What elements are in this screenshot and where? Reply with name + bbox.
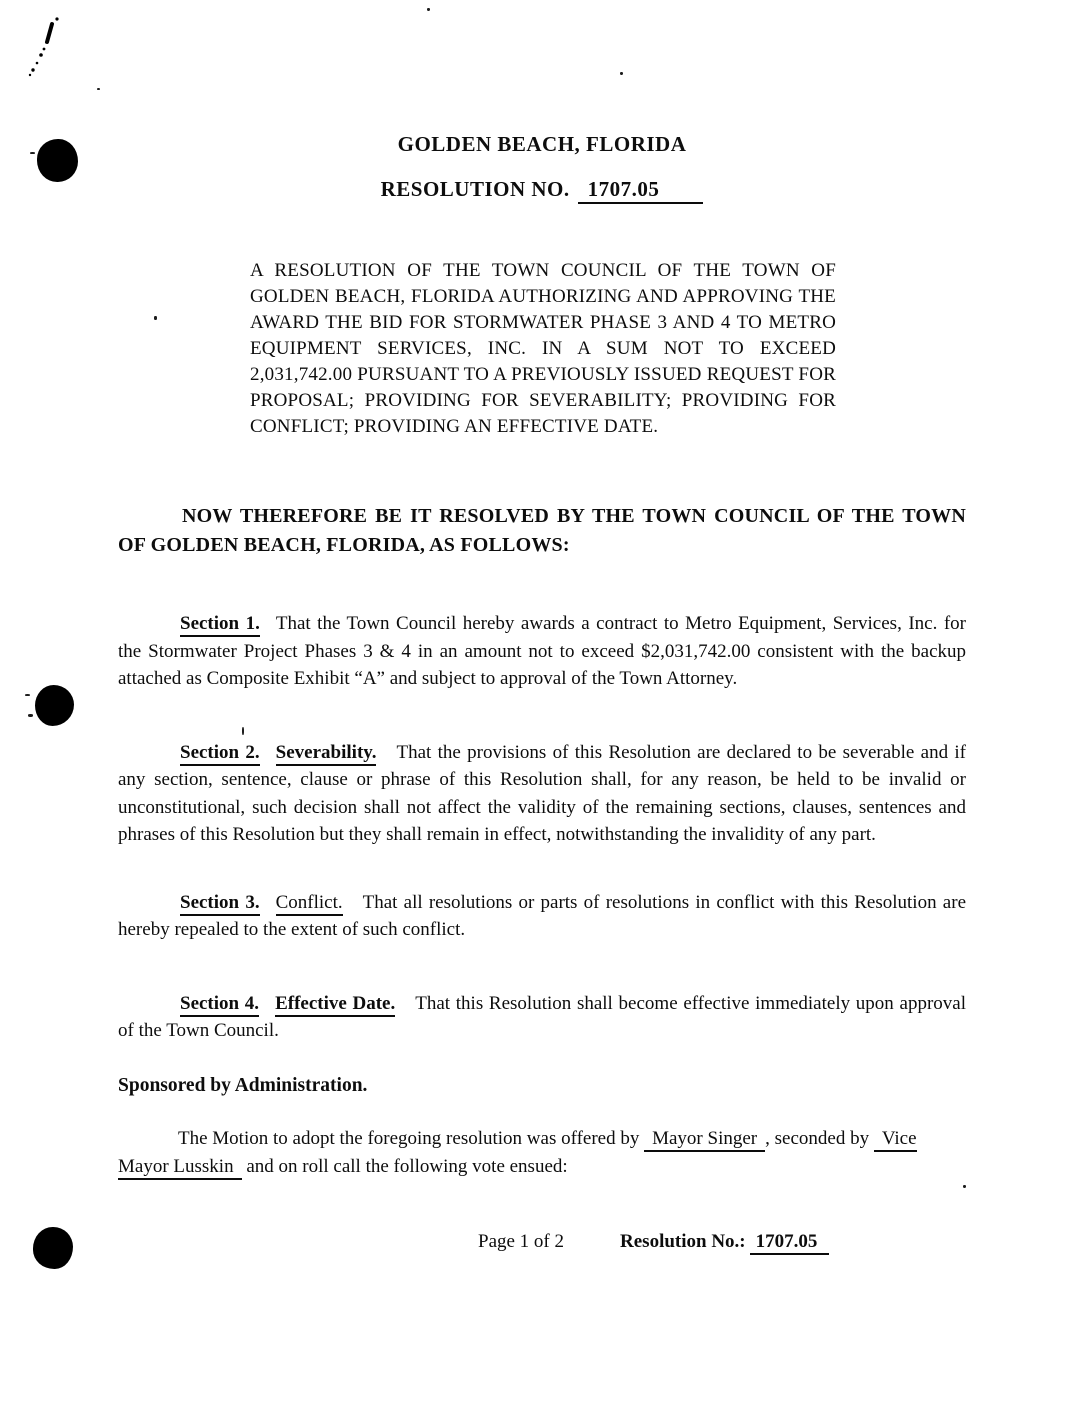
hole-punch-mark-bottom [33,1227,73,1269]
sponsored-by: Sponsored by Administration. [118,1074,368,1096]
section-2 [118,739,966,849]
resolution-number-label: RESOLUTION NO. [380,177,570,201]
scan-speck [30,152,35,154]
section-3-body: That all resolutions or parts of resolutions in conflict with this Resolution are hereby repealed to the extent of such conflict. [118,891,966,940]
document-content [118,0,966,1253]
section-1-body: That the Town Council hereby awards a contract to Metro Equipment, Services, Inc. for the Stormwater Project Phases 3 & 4 in an amount not to exceed $2,031,742.00 consistent with the backup attached as Composite Exhibit “A” and subject to approval of the Town Attorney. [118,613,966,689]
scan-speck [97,88,100,90]
section-4-heading: Section 4. [180,993,259,1017]
document-title: GOLDEN BEACH, FLORIDA [397,132,687,156]
resolution-number-line [118,177,966,202]
resolved-clause: NOW THEREFORE BE IT RESOLVED BY THE TOWN COUNCIL OF THE TOWN OF GOLDEN BEACH, FLORIDA, AS FOLLOWS: [118,505,966,556]
scan-speck [25,694,30,696]
section-4-body: That this Resolution shall become effective immediately upon approval of the Town Council. [118,992,966,1041]
motion-seconded-by: Vice Mayor Lusskin [118,1128,917,1180]
page-footer [118,1231,966,1253]
section-2-body: That the provisions of this Resolution are declared to be severable and if any section, sentence, clause or phrase of this Resolution shall, for any reason, be held to be invalid or unconstitutional, such decision shall not affect the validity of the remaining sections, clauses, sentences and phrases of this Resolution but they shall remain in effect, notwithstanding the invalidity of any part. [118,741,966,845]
section-3-subheading: Conflict. [276,892,343,916]
footer-resolution-number: 1707.05 [750,1231,830,1255]
page-number: Page 1 of 2 [478,1230,565,1252]
motion-prefix: The Motion to adopt the foregoing resolution was offered by [178,1127,640,1149]
resolution-caption: A RESOLUTION OF THE TOWN COUNCIL OF THE TOWN OF GOLDEN BEACH, FLORIDA AUTHORIZING AND APPROVING THE AWARD THE BID FOR STORMWATER PHASE 3 AND 4 TO METRO EQUIPMENT SERVICES, INC. IN A SUM NOT TO EXCEED 2,031,742.00 PURSUANT TO A PREVIOUSLY ISSUED REQUEST FOR PROPOSAL; PROVIDING FOR SEVERABILITY; PROVIDING FOR CONFLICT; PROVIDING AN EFFECTIVE DATE. [250,260,836,437]
footer-resolution [620,1231,829,1253]
motion-suffix: and on roll call the following vote ensued: [246,1155,568,1177]
motion-middle: , seconded by [765,1127,870,1149]
resolution-number-value: 1707.05 [578,177,704,204]
scan-speck [28,714,33,717]
section-3-heading: Section 3. [180,892,260,916]
footer-resolution-label: Resolution No.: [620,1230,746,1252]
section-1-heading: Section 1. [180,613,260,637]
section-2-subheading: Severability. [276,742,377,766]
motion-paragraph [118,1125,966,1181]
section-1 [118,610,966,693]
section-4 [118,990,966,1045]
hole-punch-mark-top [37,139,78,182]
pen-scribble-artifact [20,12,70,82]
section-2-heading: Section 2. [180,742,260,766]
motion-offered-by: Mayor Singer [644,1128,765,1152]
hole-punch-mark-middle [35,685,74,726]
section-3 [118,889,966,944]
section-4-subheading: Effective Date. [275,993,395,1017]
